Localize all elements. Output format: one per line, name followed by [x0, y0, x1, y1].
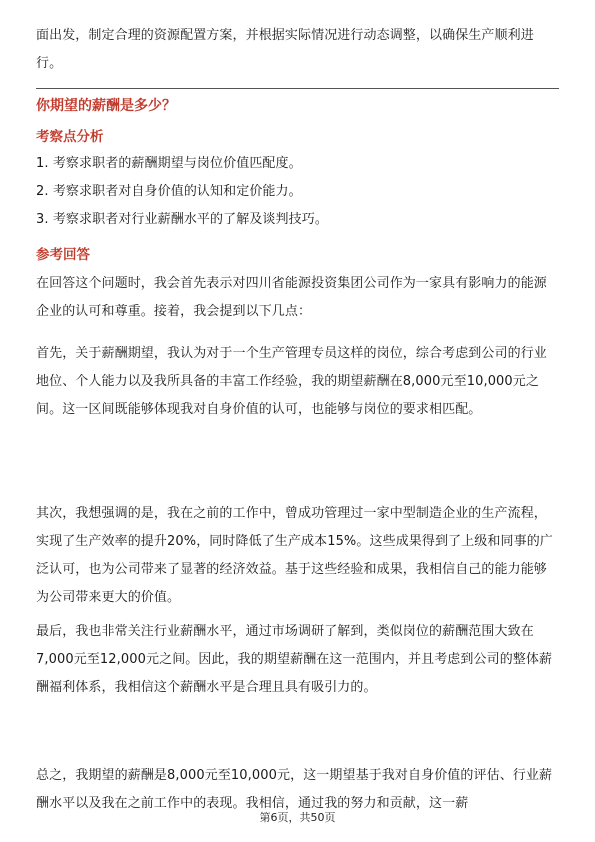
answer-paragraph: 最后，我也非常关注行业薪酬水平，通过市场调研了解到，类似岗位的薪酬范围大致在7,000元至12,000元之间。因此，我的期望薪酬在这一范围内，并且考虑到公司的整体薪酬福利体系，我相信这个薪酬水平是合理且具有吸引力的。 — [36, 624, 553, 695]
list-item: 3. 考察求职者对行业薪酬水平的了解及谈判技巧。 — [36, 212, 328, 227]
page-number: 第6页，共50页 — [259, 811, 336, 824]
answer-heading: 参考回答 — [36, 247, 90, 263]
answer-paragraph: 首先，关于薪酬期望，我认为对于一个生产管理专员这样的岗位，综合考虑到公司的行业地位、个人能力以及我所具备的丰富工作经验，我的期望薪酬在8,000元至10,000元之间。这一区间既能够体现我对自身价值的认可，也能够与岗位的要求相匹配。 — [36, 346, 547, 417]
answer-paragraph: 在回答这个问题时，我会首先表示对四川省能源投资集团公司作为一家具有影响力的能源企业的认可和尊重。接着，我会提到以下几点： — [36, 276, 547, 319]
intro-paragraph: 面出发，制定合理的资源配置方案，并根据实际情况进行动态调整，以确保生产顺利进行。 — [36, 28, 534, 71]
analysis-heading: 考察点分析 — [36, 129, 104, 145]
analysis-list — [36, 150, 559, 234]
list-item: 2. 考察求职者对自身价值的认知和定价能力。 — [36, 184, 302, 199]
answer-paragraph: 其次，我想强调的是，我在之前的工作中，曾成功管理过一家中型制造企业的生产流程，实现了生产效率的提升20%，同时降低了生产成本15%。这些成果得到了上级和同事的广泛认可，也为公司带来了显著的经济效益。基于这些经验和成果，我相信自己的能力能够为公司带来更大的价值。 — [36, 506, 553, 605]
section-divider — [36, 88, 559, 89]
answer-paragraph: 总之，我期望的薪酬是8,000元至10,000元，这一期望基于我对自身价值的评估、行业薪酬水平以及我在之前工作中的表现。我相信，通过我的努力和贡献，这一薪 — [36, 768, 553, 811]
list-item: 1. 考察求职者的薪酬期望与岗位价值匹配度。 — [36, 156, 302, 171]
question-heading: 你期望的薪酬是多少？ — [36, 98, 176, 114]
